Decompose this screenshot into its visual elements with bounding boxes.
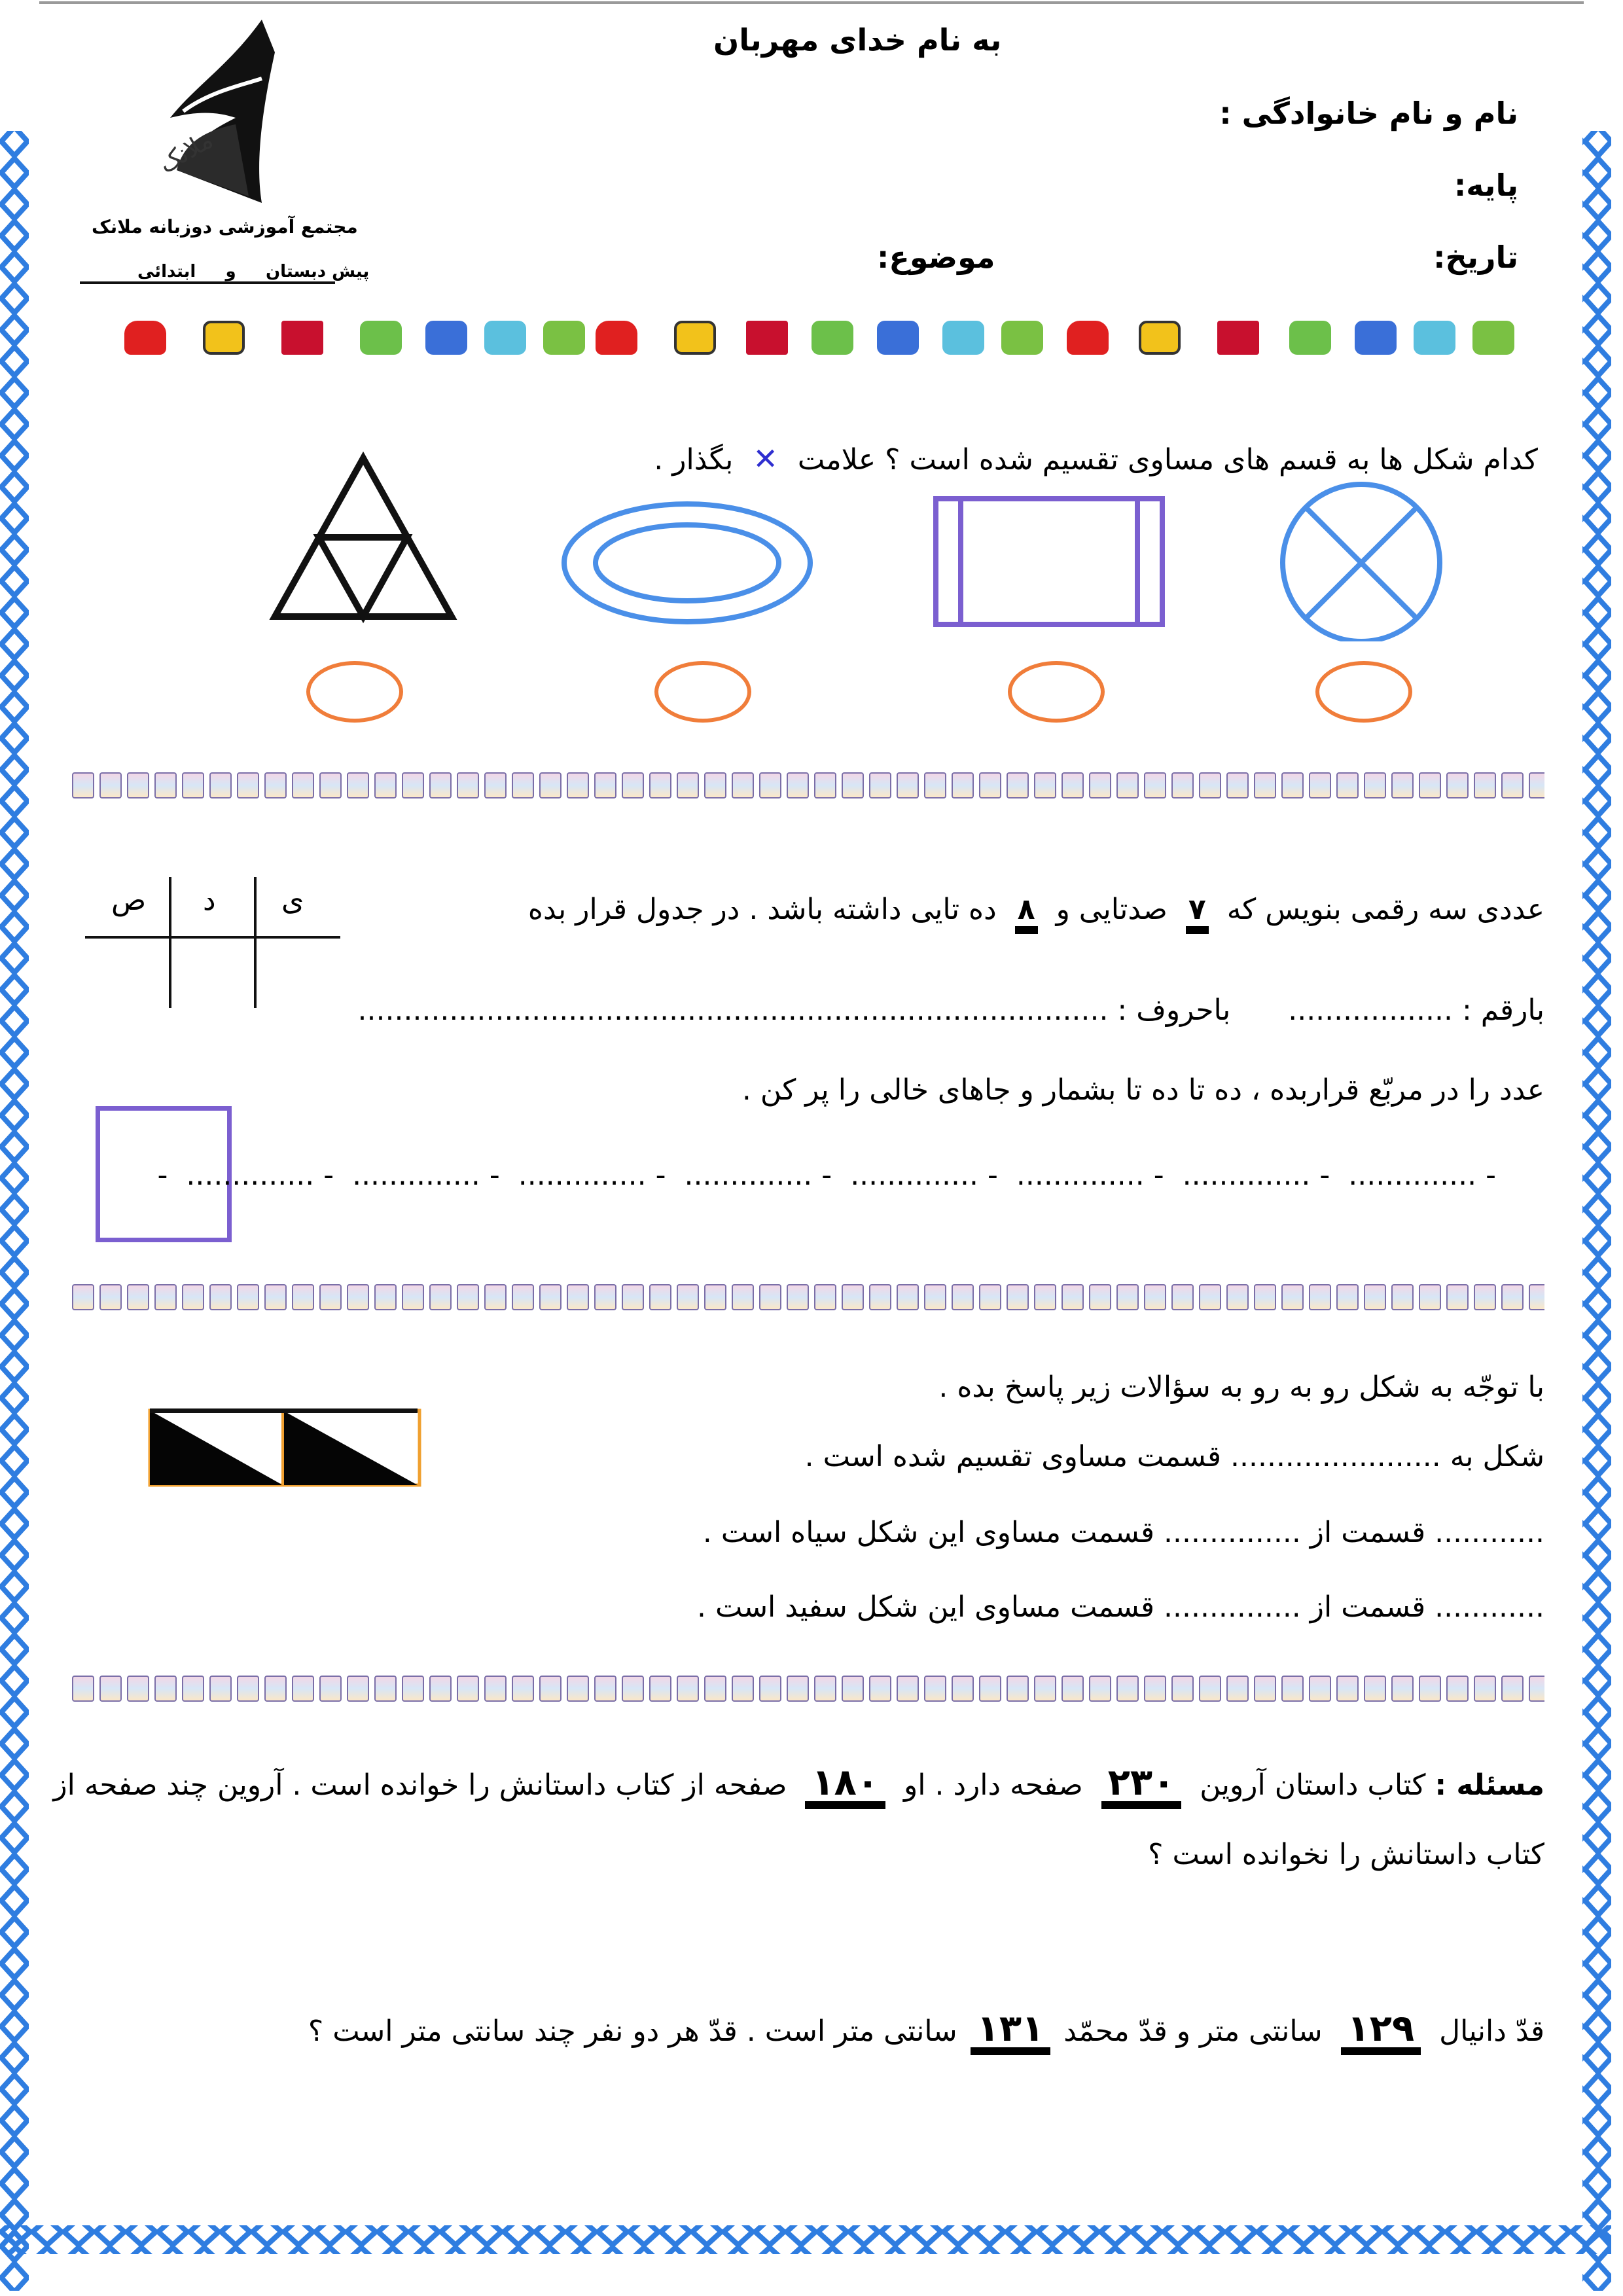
header-tens: د [203,884,216,917]
q1-shapes [262,445,1459,641]
bus-icon [1139,321,1181,355]
driver-car-icon [425,321,467,355]
logo-script: ملانک [153,125,218,179]
digits-label[interactable]: بارقم : .................. [1288,994,1544,1027]
kart-icon [281,321,323,355]
fraction-figure [148,1408,421,1487]
bus-icon [674,321,716,355]
count-blank[interactable]: .............. [1182,1158,1311,1192]
problem-line-2: کتاب داستانش را نخوانده است ؟ [1148,1838,1544,1871]
bus-icon [203,321,245,355]
grade-label: پایه: [1454,168,1518,203]
header-hundreds: ص [111,884,147,917]
write-number-line [358,994,1544,1027]
tens-digit: ۸ [1015,893,1038,934]
place-value-table [85,864,347,1008]
car-icon [1067,321,1109,355]
count-blank[interactable]: .............. [352,1158,480,1192]
wing-logo-icon [98,13,347,209]
q5-line [308,2007,1544,2055]
driver-car-icon [484,321,526,355]
answer-oval[interactable] [1315,661,1412,723]
q3-instruction: با توجّه به شکل رو به رو به سؤالات زیر پاسخ بده . [938,1371,1544,1404]
toy-row [124,321,1525,367]
q2-instruction [528,893,1544,934]
problem-label: مسئله : [1435,1768,1544,1802]
balloon-car-icon [1289,321,1331,355]
driver-car-icon [877,321,919,355]
q5-text-b: سانتی متر و قدّ محمّد [1063,2015,1323,2048]
rectangle-divided-shape [936,499,1162,624]
pages-total: ۲۳۰ [1101,1765,1182,1809]
count-blank[interactable]: .............. [850,1158,978,1192]
school-logo [92,13,370,288]
q3-line-3[interactable]: ............ قسمت از ............... قسمت مساوی این شکل سفید است . [697,1590,1544,1624]
driver-car-icon [1355,321,1397,355]
car-icon [124,321,166,355]
q3-line-2[interactable]: ............ قسمت از ............... قسمت مساوی این شکل سیاه است . [702,1516,1544,1549]
q5-text-c: سانتی متر است . قدّ هر دو نفر چند سانتی متر است ؟ [308,2015,957,2048]
q2-text-a: عددی سه رقمی بنویس که [1226,893,1544,926]
page-title: به نام خدای مهربان [713,22,1002,58]
q5-text-a: قدّ دانیال [1439,2015,1544,2048]
kart-icon [746,321,788,355]
ring-oval-shape [564,504,810,622]
count-blank[interactable]: .............. [518,1158,647,1192]
driver-car-icon [1472,321,1514,355]
hundreds-digit: ۷ [1186,893,1209,934]
count-blank[interactable]: .............. [1016,1158,1145,1192]
triangle-divided-shape [275,458,452,617]
problem-line-1 [53,1761,1544,1809]
driver-car-icon [543,321,585,355]
balloon-car-icon [812,321,853,355]
answer-oval[interactable] [306,661,403,723]
answer-oval[interactable] [1008,661,1105,723]
car-icon [596,321,637,355]
q3-line-1[interactable]: شکل به ....................... قسمت مساوی تقسیم شده است . [804,1440,1544,1473]
q1-text-end: بگذار . [654,443,734,476]
date-label: تاریخ: [1433,240,1518,275]
circle-quartered-shape [1283,484,1440,641]
height-daniel: ۱۲۹ [1341,2011,1421,2055]
pages-read: ۱۸۰ [805,1765,885,1809]
height-mohammad: ۱۳۱ [971,2011,1051,2055]
logo-underline [80,281,335,284]
driver-car-icon [1414,321,1455,355]
count-blank[interactable]: .............. [186,1158,315,1192]
header-ones: ی [281,884,304,917]
school-levels: پیش دبستان و ابتدائی [137,262,370,281]
decorative-divider [72,772,1544,801]
driver-car-icon [1001,321,1043,355]
words-label[interactable]: باحروف : .................................................................................. [357,994,1231,1027]
decorative-divider [72,1284,1544,1313]
decorative-divider [72,1676,1544,1704]
driver-car-icon [942,321,984,355]
name-label: نام و نام خانوادگی : [1219,96,1518,131]
count-blank[interactable]: .............. [1348,1158,1477,1192]
subject-label: موضوع: [877,240,995,275]
school-name: مجتمع آموزشی دوزبانه ملانک [92,216,358,238]
count-instruction: عدد را در مربّع قراربده ، ده تا ده تا بشمار و جاهای خالی را پر کن . [741,1073,1544,1107]
count-blank[interactable]: .............. [684,1158,813,1192]
q2-text-b: صدتایی و [1056,893,1168,926]
problem-text-a: کتاب داستان آروین [1200,1768,1426,1802]
balloon-car-icon [360,321,402,355]
problem-text-b: صفحه دارد . او [904,1768,1083,1802]
x-mark-icon: ✕ [753,441,778,476]
q1-text: کدام شکل ها به قسم های مساوی تقسیم شده است ؟ علامت [797,443,1538,476]
answer-oval[interactable] [654,661,751,723]
kart-icon [1217,321,1259,355]
q2-text-c: ده تایی داشته باشد . در جدول قرار بده [527,893,997,926]
problem-text-c: صفحه از کتاب داستانش را خوانده است . آروین چند صفحه از [53,1768,787,1802]
count-blanks-row: -.............. -.............. -.............. -.............. -.............. -.............. -.............. -.............. - [157,1158,1496,1192]
